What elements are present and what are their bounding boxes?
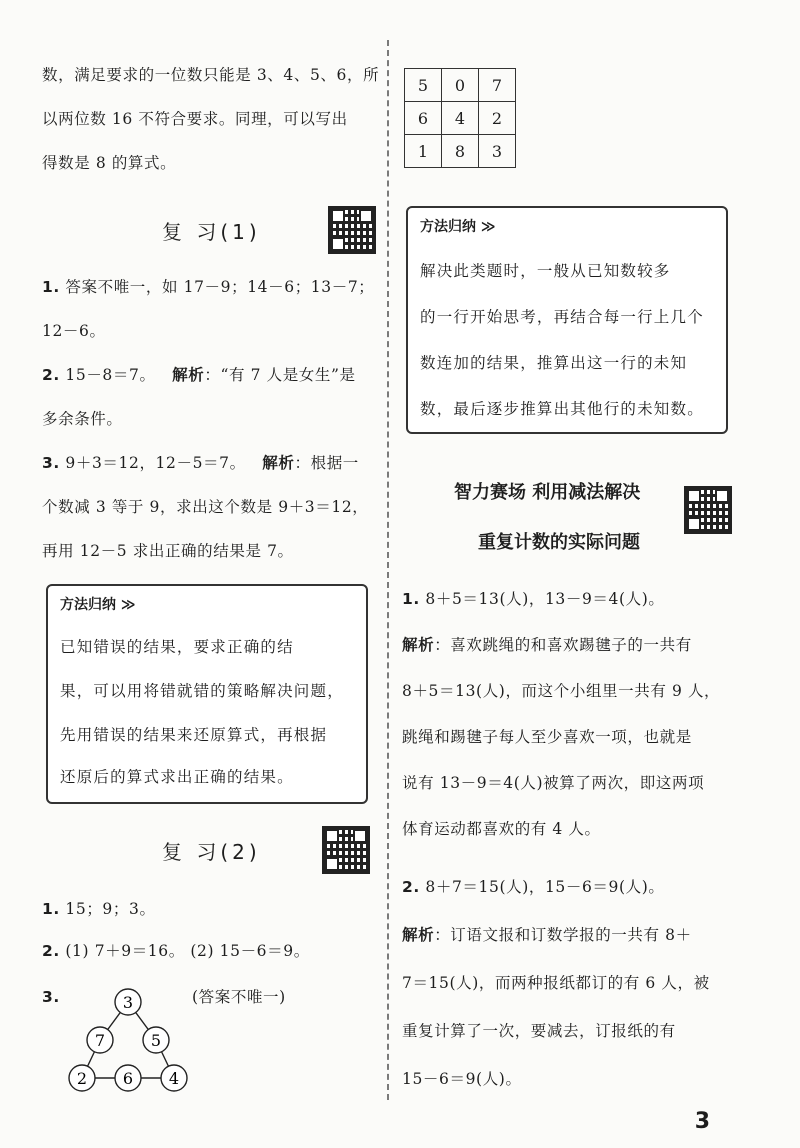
contest-q1-number: 1. [402,590,420,608]
review1-q3-number: 3. [42,454,60,472]
grid-cell: 1 [405,135,442,168]
method1-line-3: 先用错误的结果来还原算式，再根据 [60,726,328,744]
contest-q2-analysis-label: 解析 [402,926,435,944]
contest-title-line-1: 智力赛场 利用减法解决 [454,482,641,503]
review2-q2-number: 2. [42,942,60,960]
review1-q3-line2: 个数减 3 等于 9，求出这个数是 9＋3＝12， [42,498,369,516]
svg-text:3: 3 [122,993,134,1012]
method-summary-label: 方法归纳 ≫ [420,219,496,235]
method2-line-4: 数，最后逐步推算出其他行的未知数。 [420,400,704,418]
qr-code-icon[interactable] [328,206,376,254]
intro-line-2: 以两位数 16 不符合要求。同理，可以写出 [42,110,348,128]
contest-q2-line-2: 7＝15(人)，而两种报纸都订的有 6 人，被 [402,974,710,992]
svg-text:6: 6 [122,1069,134,1088]
number-triangle [64,980,224,1100]
review1-title: 复 习(1) [162,220,261,244]
contest-q1-line-2: 8＋5＝13(人)，而这个小组里一共有 9 人， [402,682,721,700]
number-grid [404,68,516,168]
method1-line-2: 果，可以用将错就错的策略解决问题， [60,682,344,700]
review1-q3-answer: 9＋3＝12，12－5＝7。 [65,454,246,472]
grid-cell: 3 [479,135,516,168]
contest-title-line-2: 重复计数的实际问题 [478,532,640,553]
contest-q1-line-3: 跳绳和踢毽子每人至少喜欢一项，也就是 [402,728,692,746]
contest-q1-analysis-label: 解析 [402,636,435,654]
method2-line-2: 的一行开始思考，再结合每一行上几个 [420,308,704,326]
contest-q2-line-4: 15－6＝9(人)。 [402,1070,522,1088]
page-number: 3 [694,1109,710,1134]
triangle-node-bottom-right [161,1065,187,1091]
method-summary-box-1 [46,584,368,804]
contest-q1-line-4: 说有 13－9＝4(人)被算了两次，即这两项 [402,774,705,792]
review1-q2-analysis: ：“有 7 人是女生”是 [204,366,356,384]
grid-row [405,69,516,102]
method-summary-box-2 [406,206,728,434]
contest-q1-line-1: ：喜欢跳绳的和喜欢踢毽子的一共有 [434,636,692,654]
intro-line-1: 数，满足要求的一位数只能是 3、4、5、6，所 [42,66,380,84]
review1-q1-line1: 答案不唯一，如 17－9；14－6；13－7； [65,278,375,296]
triangle-node-mid-left [87,1027,113,1053]
contest-q2-line-3: 重复计算了一次，要减去，订报纸的有 [402,1022,676,1040]
method2-line-3: 数连加的结果，推算出这一行的未知 [420,354,688,372]
review2-q1-number: 1. [42,900,60,918]
grid-cell: 5 [405,69,442,102]
grid-cell: 4 [442,102,479,135]
review1-q2-analysis-label: 解析 [172,366,205,384]
svg-text:2: 2 [76,1069,88,1088]
qr-code-icon[interactable] [684,486,732,534]
contest-q1-line-5: 体育运动都喜欢的有 4 人。 [402,820,601,838]
grid-row [405,135,516,168]
contest-q2-answer: 8＋7＝15(人)，15－6＝9(人)。 [425,878,665,896]
grid-cell: 7 [479,69,516,102]
intro-line-3: 得数是 8 的算式。 [42,154,177,172]
review2-q1-answer: 15；9；3。 [65,900,156,918]
review1-q2-line2: 多余条件。 [42,410,123,428]
grid-cell: 2 [479,102,516,135]
method-summary-label: 方法归纳 ≫ [60,597,136,613]
triangle-node-mid-right [143,1027,169,1053]
method2-line-1: 解决此类题时，一般从已知数较多 [420,262,671,280]
triangle-node-bottom-left [69,1065,95,1091]
contest-q2-number: 2. [402,878,420,896]
triangle-node-bottom-mid [115,1065,141,1091]
review1-q1-line2: 12－6。 [42,322,106,340]
triangle-node-top [115,989,141,1015]
method1-line-1: 已知错误的结果，要求正确的结 [60,638,294,656]
method1-line-4: 还原后的算式求出正确的结果。 [60,768,294,786]
grid-cell: 8 [442,135,479,168]
review2-q3-number: 3. [42,988,60,1006]
review2-q2-answer: (1) 7＋9＝16。 (2) 15－6＝9。 [65,942,310,960]
review1-q3-analysis-label: 解析 [262,454,295,472]
svg-text:4: 4 [168,1069,180,1088]
review1-q2-answer: 15－8＝7。 [65,366,156,384]
review2-title: 复 习(2) [162,840,261,864]
column-divider [387,40,389,1100]
review1-q3-line3: 再用 12－5 求出正确的结果是 7。 [42,542,294,560]
contest-q1-answer: 8＋5＝13(人)，13－9＝4(人)。 [425,590,665,608]
grid-row [405,102,516,135]
contest-q2-line-1: ：订语文报和订数学报的一共有 8＋ [434,926,692,944]
review1-q3-analysis: ：根据一 [294,454,359,472]
review1-q2-number: 2. [42,366,60,384]
review2-q3-note: (答案不唯一) [192,988,286,1006]
grid-cell: 6 [405,102,442,135]
review1-q1-number: 1. [42,278,60,296]
grid-cell: 0 [442,69,479,102]
qr-code-icon[interactable] [322,826,370,874]
svg-text:5: 5 [150,1031,162,1050]
svg-text:7: 7 [94,1031,106,1050]
